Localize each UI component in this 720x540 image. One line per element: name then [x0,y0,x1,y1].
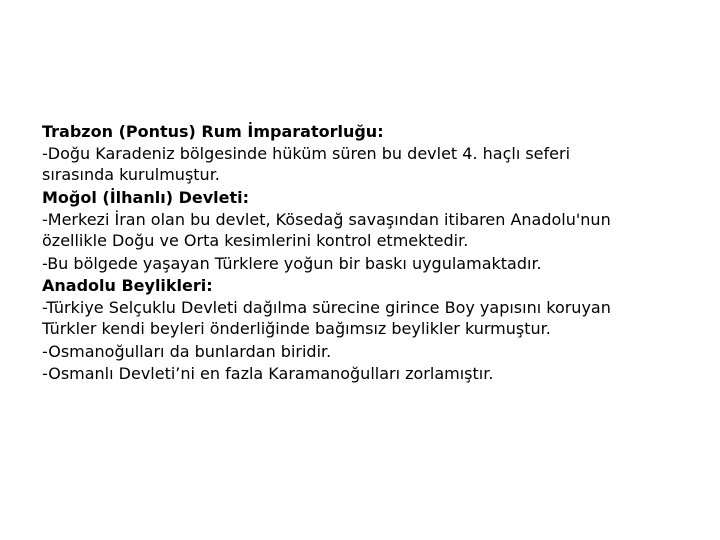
slide-text-body [42,121,702,385]
section-heading-beylikler: Anadolu Beylikleri: [42,276,213,295]
beylikler-item-2: -Osmanoğulları da bunlardan biridir. [42,342,332,361]
beylikler-item-3: -Osmanlı Devleti’ni en fazla Karamanoğulları zorlamıştır. [42,364,494,383]
trabzon-item-1-line-2: sırasında kurulmuştur. [42,165,220,184]
mogol-item-2: -Bu bölgede yaşayan Türklere yoğun bir baskı uygulamaktadır. [42,254,542,273]
section-heading-mogol: Moğol (İlhanlı) Devleti: [42,188,250,207]
section-heading-trabzon: Trabzon (Pontus) Rum İmparatorluğu: [42,122,384,141]
beylikler-item-1-line-1: -Türkiye Selçuklu Devleti dağılma sürecine girince Boy yapısını koruyan [42,298,611,317]
mogol-item-1-line-1: -Merkezi İran olan bu devlet, Kösedağ savaşından itibaren Anadolu'nun [42,210,611,229]
beylikler-item-1-line-2: Türkler kendi beyleri önderliğinde bağımsız beylikler kurmuştur. [42,319,551,338]
mogol-item-1-line-2: özellikle Doğu ve Orta kesimlerini kontrol etmektedir. [42,231,469,250]
trabzon-item-1-line-1: -Doğu Karadeniz bölgesinde hüküm süren bu devlet 4. haçlı seferi [42,144,571,163]
